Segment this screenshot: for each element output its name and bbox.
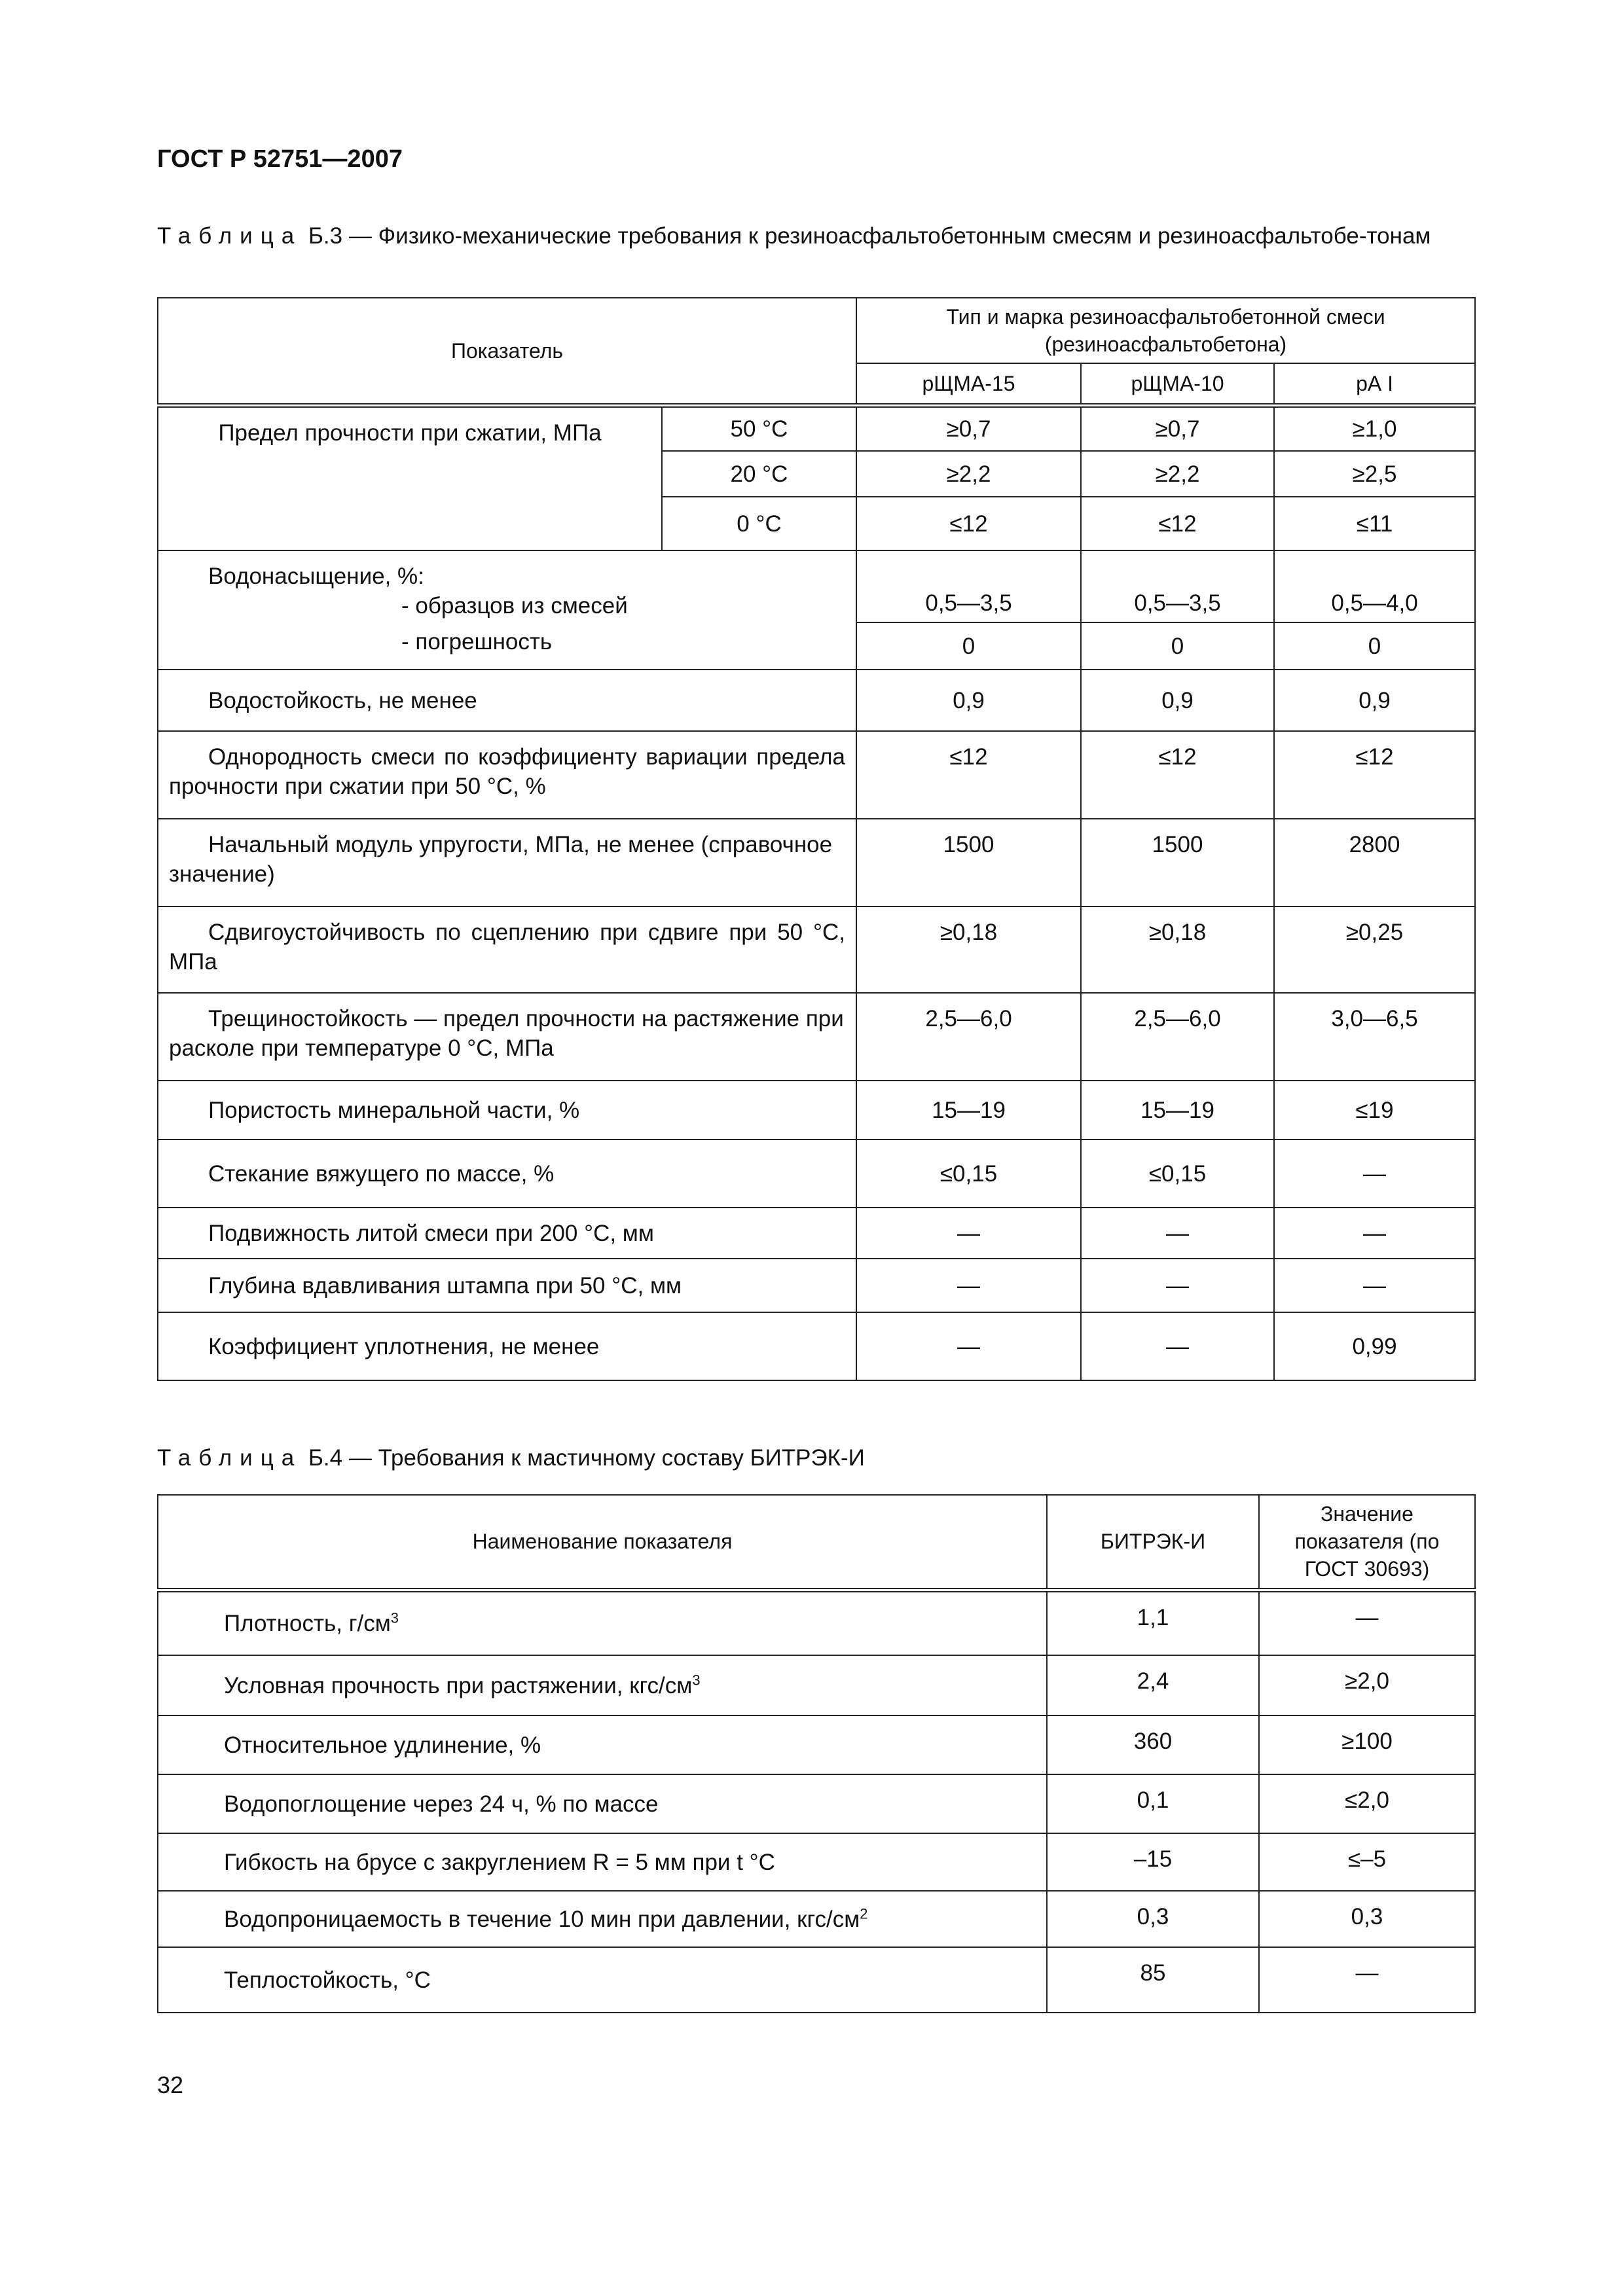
- label-sup: 2: [860, 1905, 868, 1922]
- row-label: Теплостойкость, °С: [158, 1947, 1047, 2013]
- row-label: [158, 1590, 1047, 1655]
- caption-text: Б.4 — Требования к мастичному составу БИТРЭК-И: [302, 1445, 865, 1471]
- value-cell: 0,9: [1081, 670, 1274, 731]
- value-cell: ≤12: [1081, 497, 1274, 550]
- value-cell: 2,5—6,0: [1081, 993, 1274, 1081]
- row-label: Стекание вяжущего по массе, %: [158, 1139, 856, 1208]
- value-cell: ≤12: [1274, 731, 1475, 819]
- value-cell: ≤0,15: [1081, 1139, 1274, 1208]
- value-cell: —: [1259, 1590, 1475, 1655]
- value-cell: ≥2,0: [1259, 1655, 1475, 1715]
- row-label: Трещиностойкость — предел прочности на растяжение при расколе при температуре 0 °С, МПа: [158, 993, 856, 1081]
- table-row: [158, 1833, 1475, 1891]
- table-row: [158, 550, 1475, 622]
- value-cell: 0,3: [1259, 1891, 1475, 1947]
- value-cell: ≤12: [1081, 731, 1274, 819]
- header-brand-3: рА I: [1274, 363, 1475, 405]
- value-cell: ≥0,7: [1081, 405, 1274, 451]
- header-indicator: Показатель: [158, 298, 856, 405]
- value-cell: ≥100: [1259, 1715, 1475, 1774]
- value-cell: –15: [1047, 1833, 1259, 1891]
- value-cell: 2,5—6,0: [856, 993, 1081, 1081]
- water-label: Водонасыщение, %:: [208, 564, 424, 589]
- value-cell: 15—19: [856, 1081, 1081, 1139]
- value-cell: —: [1274, 1208, 1475, 1259]
- value-cell: —: [1081, 1312, 1274, 1380]
- row-label: Водопоглощение через 24 ч, % по массе: [158, 1774, 1047, 1833]
- row-label: [158, 550, 856, 670]
- value-cell: ≥0,25: [1274, 906, 1475, 993]
- value-cell: —: [1274, 1259, 1475, 1312]
- header-value: Значение показателя (по ГОСТ 30693): [1259, 1495, 1475, 1590]
- value-cell: 0,5—3,5: [1081, 550, 1274, 622]
- caption-text: Б.3 — Физико-механические требования к резиноасфальтобетонным смесям и резиноасфальтобе-тонам: [302, 223, 1431, 249]
- row-label: Однородность смеси по коэффициенту вариации предела прочности при сжатии при 50 °С, %: [158, 731, 856, 819]
- value-cell: 0,1: [1047, 1774, 1259, 1833]
- row-label: [158, 1655, 1047, 1715]
- row-label: Водостойкость, не менее: [158, 670, 856, 731]
- temp-cell: 50 °С: [662, 405, 856, 451]
- value-cell: ≥2,2: [1081, 451, 1274, 497]
- label-sup: 3: [390, 1609, 399, 1626]
- value-cell: ≤–5: [1259, 1833, 1475, 1891]
- value-cell: —: [1081, 1259, 1274, 1312]
- row-label: Предел прочности при сжатии, МПа: [158, 405, 662, 550]
- table-row: [158, 1139, 1475, 1208]
- value-cell: 0,99: [1274, 1312, 1475, 1380]
- value-cell: 85: [1047, 1947, 1259, 2013]
- water-sub-1: - образцов из смесей: [401, 593, 628, 619]
- value-cell: 0: [856, 622, 1081, 670]
- value-cell: 1500: [856, 819, 1081, 906]
- value-cell: 360: [1047, 1715, 1259, 1774]
- row-label: Сдвигоустойчивость по сцеплению при сдвиге при 50 °С, МПа: [158, 906, 856, 993]
- temp-cell: 0 °С: [662, 497, 856, 550]
- value-cell: —: [1274, 1139, 1475, 1208]
- label-text: Плотность, г/см: [224, 1610, 391, 1636]
- table-row: [158, 1081, 1475, 1139]
- table-b3: [157, 297, 1476, 1381]
- row-label: Гибкость на брусе с закруглением R = 5 мм при t °С: [158, 1833, 1047, 1891]
- table-row: [158, 1655, 1475, 1715]
- value-cell: ≥0,7: [856, 405, 1081, 451]
- table-row: [158, 1312, 1475, 1380]
- value-cell: ≤19: [1274, 1081, 1475, 1139]
- table-b4-caption: [157, 1443, 1473, 1473]
- value-cell: ≥0,18: [856, 906, 1081, 993]
- row-label: Пористость минеральной части, %: [158, 1081, 856, 1139]
- row-label: Подвижность литой смеси при 200 °С, мм: [158, 1208, 856, 1259]
- value-cell: —: [856, 1312, 1081, 1380]
- label-sup: 3: [692, 1671, 701, 1688]
- header-mix-type: Тип и марка резиноасфальтобетонной смеси (резиноасфальтобетона): [856, 298, 1475, 363]
- page-number: 32: [157, 2072, 184, 2098]
- table-b3-caption: [157, 221, 1473, 251]
- table-row: [158, 906, 1475, 993]
- table-row: [158, 1774, 1475, 1833]
- value-cell: 0,9: [856, 670, 1081, 731]
- header-brand-1: рЩМА-15: [856, 363, 1081, 405]
- table-row: [158, 819, 1475, 906]
- caption-prefix: Таблица: [157, 223, 302, 249]
- value-cell: 15—19: [1081, 1081, 1274, 1139]
- value-cell: ≤12: [856, 497, 1081, 550]
- table-b4: [157, 1494, 1476, 2013]
- label-text: Водопроницаемость в течение 10 мин при давлении, кгс/см: [224, 1906, 860, 1932]
- value-cell: —: [856, 1259, 1081, 1312]
- value-cell: 0,9: [1274, 670, 1475, 731]
- value-cell: ≤2,0: [1259, 1774, 1475, 1833]
- value-cell: 0,5—3,5: [856, 550, 1081, 622]
- document-header: ГОСТ Р 52751—2007: [157, 145, 403, 173]
- value-cell: ≤11: [1274, 497, 1475, 550]
- table-row: [158, 1259, 1475, 1312]
- row-label: Относительное удлинение, %: [158, 1715, 1047, 1774]
- value-cell: 0,5—4,0: [1274, 550, 1475, 622]
- header-name: Наименование показателя: [158, 1495, 1047, 1590]
- value-cell: 0,3: [1047, 1891, 1259, 1947]
- header-brand-2: рЩМА-10: [1081, 363, 1274, 405]
- value-cell: —: [856, 1208, 1081, 1259]
- table-row: [158, 731, 1475, 819]
- value-cell: 0: [1081, 622, 1274, 670]
- table-row: [158, 405, 1475, 451]
- value-cell: ≥0,18: [1081, 906, 1274, 993]
- value-cell: —: [1259, 1947, 1475, 2013]
- table-row: [158, 1715, 1475, 1774]
- value-cell: 3,0—6,5: [1274, 993, 1475, 1081]
- table-row: [158, 993, 1475, 1081]
- value-cell: 0: [1274, 622, 1475, 670]
- table-row: [158, 1891, 1475, 1947]
- table-row: [158, 670, 1475, 731]
- value-cell: 1,1: [1047, 1590, 1259, 1655]
- value-cell: 2,4: [1047, 1655, 1259, 1715]
- water-sub-2: - погрешность: [401, 629, 553, 655]
- table-row: [158, 1947, 1475, 2013]
- row-label: Коэффициент уплотнения, не менее: [158, 1312, 856, 1380]
- value-cell: ≤12: [856, 731, 1081, 819]
- row-label: Начальный модуль упругости, МПа, не менее (справочное значение): [158, 819, 856, 906]
- value-cell: ≥2,2: [856, 451, 1081, 497]
- value-cell: ≥1,0: [1274, 405, 1475, 451]
- value-cell: ≥2,5: [1274, 451, 1475, 497]
- row-label: [158, 1891, 1047, 1947]
- table-row: [158, 1208, 1475, 1259]
- header-product: БИТРЭК-И: [1047, 1495, 1259, 1590]
- value-cell: 2800: [1274, 819, 1475, 906]
- value-cell: ≤0,15: [856, 1139, 1081, 1208]
- temp-cell: 20 °С: [662, 451, 856, 497]
- table-row: [158, 1590, 1475, 1655]
- row-label: Глубина вдавливания штампа при 50 °С, мм: [158, 1259, 856, 1312]
- value-cell: 1500: [1081, 819, 1274, 906]
- caption-prefix: Таблица: [157, 1445, 302, 1471]
- value-cell: —: [1081, 1208, 1274, 1259]
- label-text: Условная прочность при растяжении, кгс/см: [224, 1672, 693, 1698]
